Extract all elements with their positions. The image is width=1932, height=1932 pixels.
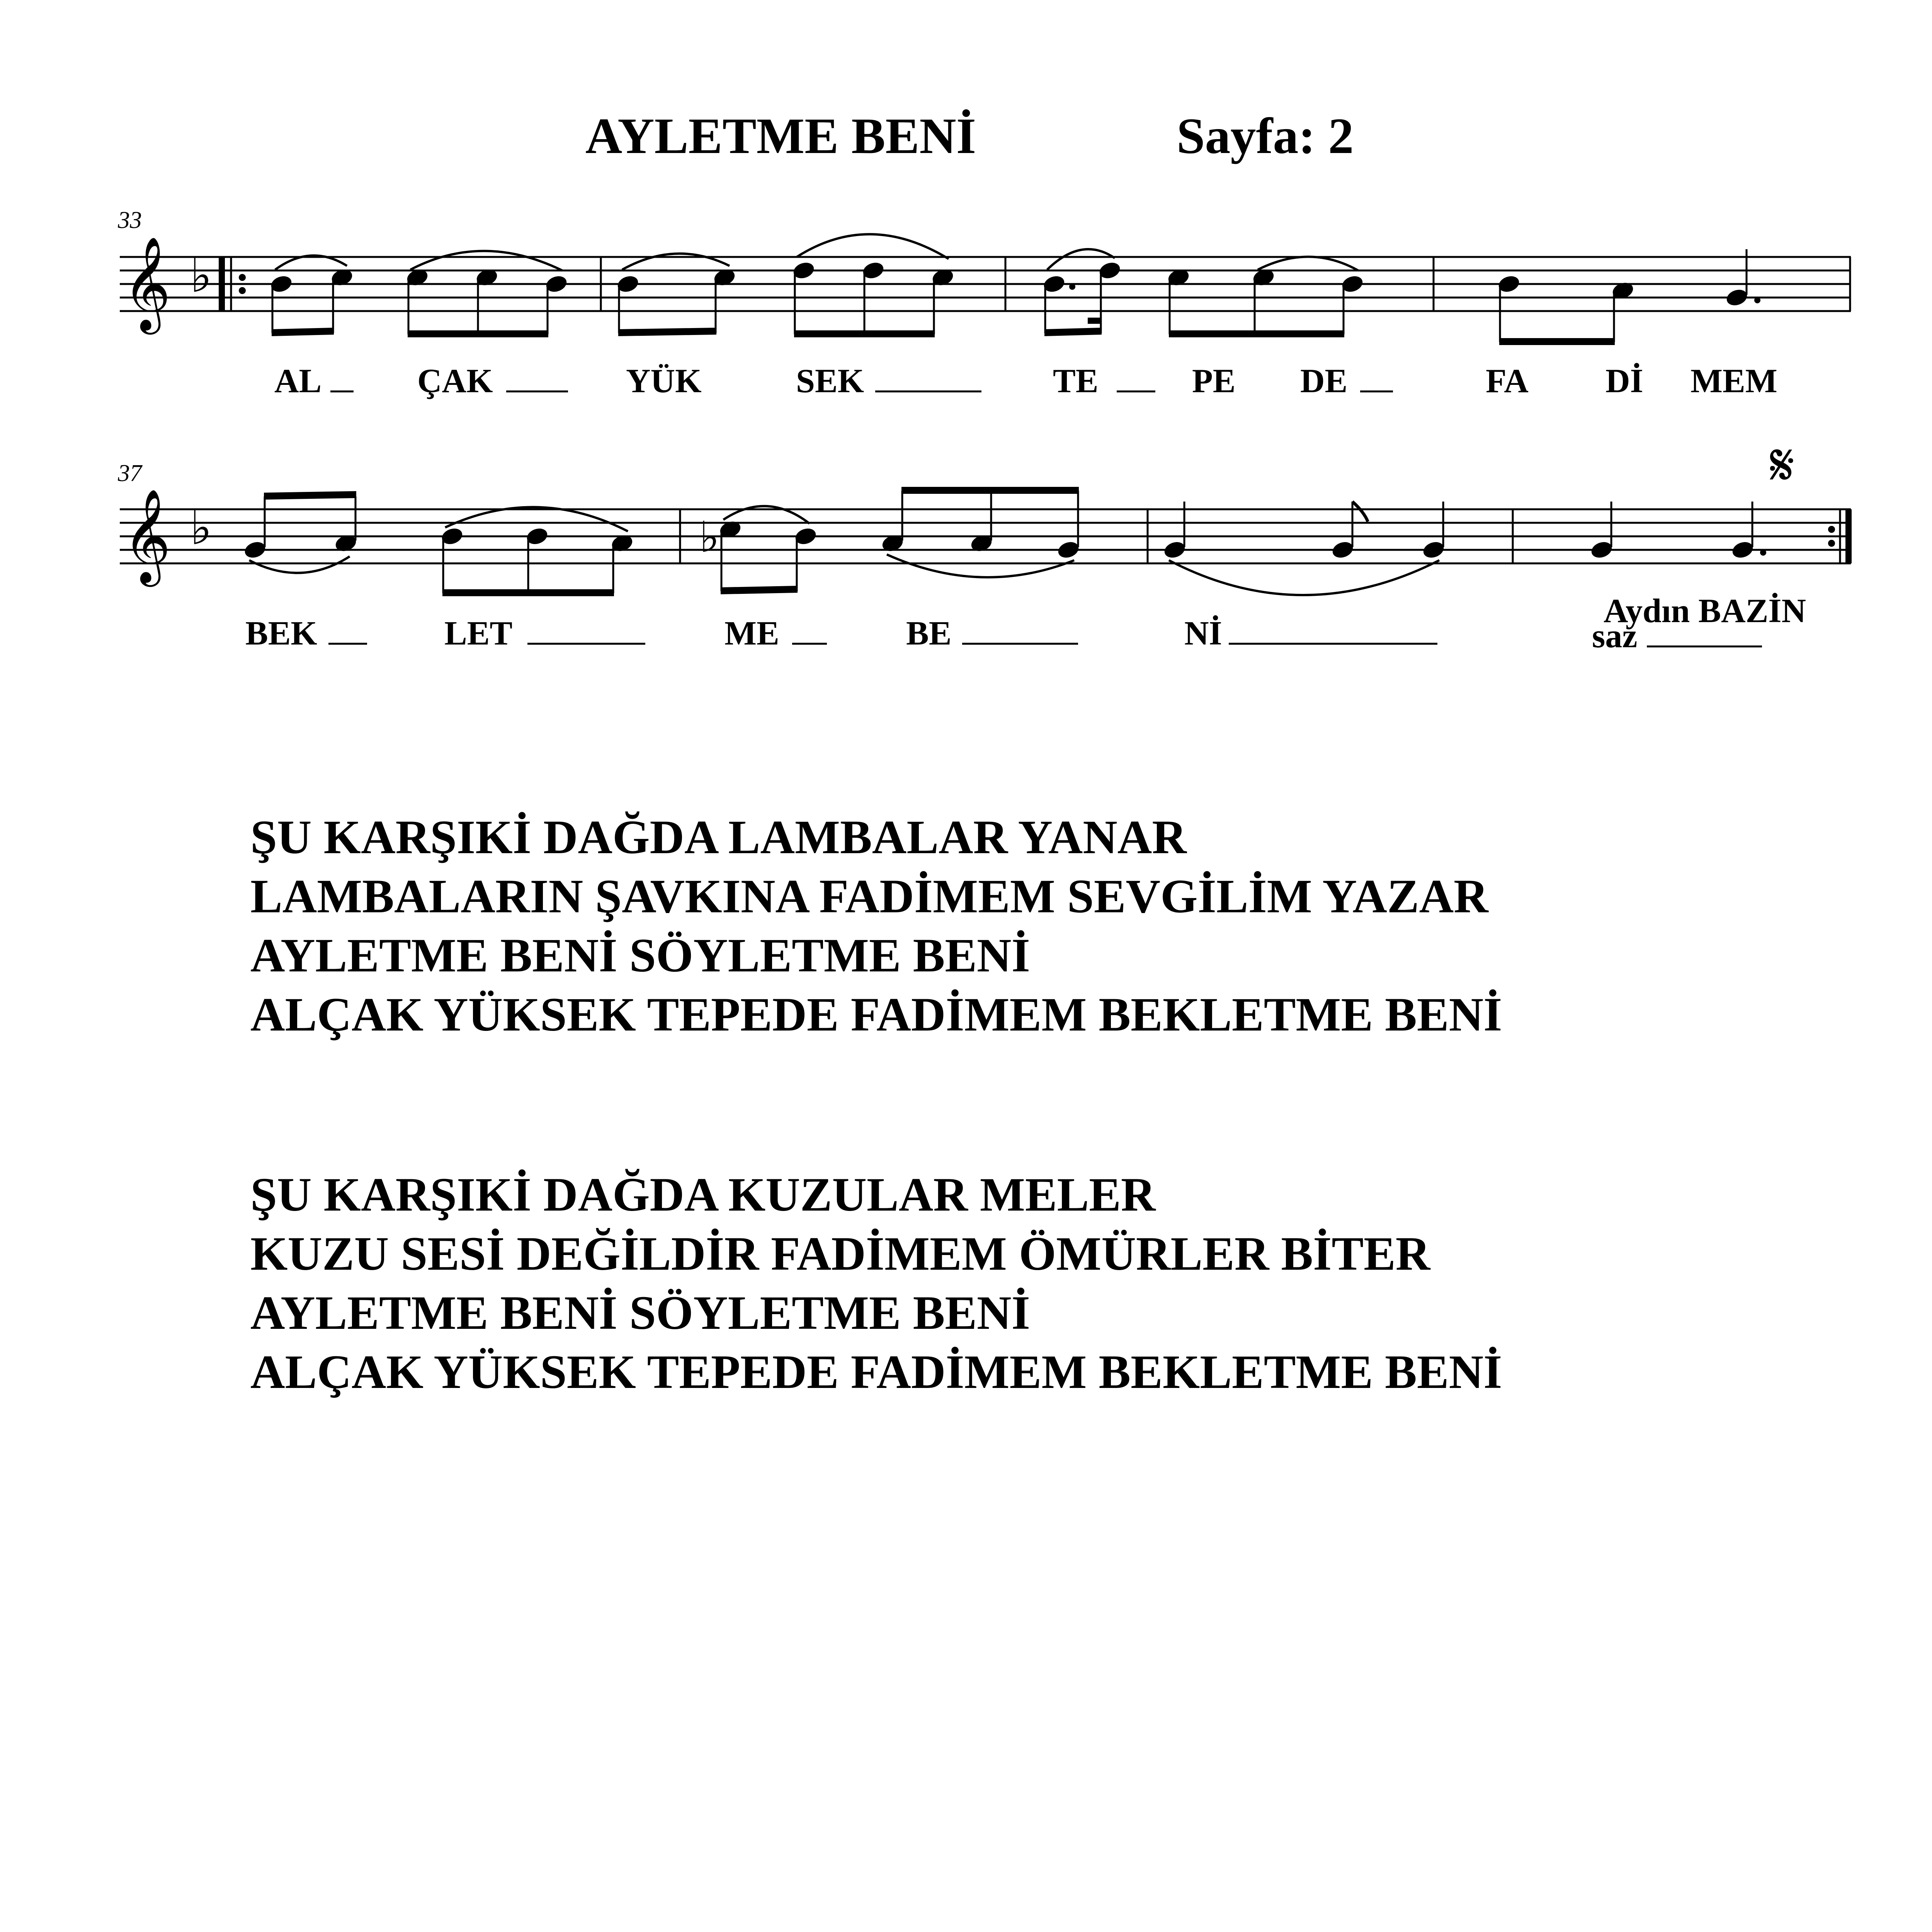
lyrics-line-1 [274,362,1777,400]
staff-system-2 [117,432,1852,655]
measure-38 [699,487,1081,594]
treble-clef-icon: 𝄞 [123,236,171,330]
slur [887,554,1074,577]
dot [1760,549,1766,556]
note [1421,539,1446,560]
slur [797,234,949,259]
lyric-syllable: saz [1592,617,1638,655]
slur [445,507,628,531]
slur [1258,257,1358,270]
measure-39 [1162,502,1446,595]
lyric-syllable: ÇAK [417,362,493,400]
measure-number: 33 [118,207,142,233]
verse-line: AYLETME BENİ SÖYLETME BENİ [250,1286,1030,1339]
lyric-syllable: AL [274,362,322,400]
lyric-syllable: DE [1300,362,1348,400]
tie [1169,560,1439,595]
lyric-syllable: PE [1192,362,1236,400]
slur [410,251,562,270]
lyrics-line-2 [245,592,1806,655]
measure-35 [1042,249,1365,337]
staff-lines [120,257,1851,311]
verse-line: AYLETME BENİ SÖYLETME BENİ [250,929,1030,982]
lyric-syllable: BEK [245,615,317,652]
note [1162,539,1187,560]
lyric-syllable: LET [444,615,513,652]
lyric-syllable: SEK [796,362,864,400]
lyric-syllable: MEM [1690,362,1777,400]
page-number-label: Sayfa: 2 [1177,107,1354,164]
lyric-syllable: YÜK [626,362,702,400]
note [243,539,267,560]
measure-34 [616,234,955,337]
dot [1069,284,1075,290]
note [1330,539,1355,560]
measure-37 [243,491,634,596]
lyric-syllable: BE [906,615,952,652]
note [1730,539,1755,560]
measure-33 [269,251,569,337]
slur [249,556,350,573]
flat-accidental-icon: ♭ [699,512,719,562]
lyric-syllable: Dİ [1605,362,1643,400]
verse-line: LAMBALARIN ŞAVKINA FADİMEM SEVGİLİM YAZAR [250,870,1488,923]
segno-icon: 𝄋 [1770,432,1795,499]
lyric-syllable: FA [1486,362,1529,400]
verse-line: ŞU KARŞIKİ DAĞDA LAMBALAR YANAR [250,811,1187,864]
verse-line: ALÇAK YÜKSEK TEPEDE FADİMEM BEKLETME BENİ [250,1345,1502,1398]
song-title: AYLETME BENİ [585,107,976,164]
treble-clef-icon: 𝄞 [123,488,171,583]
lyric-syllable: ME [724,615,779,652]
measure-number: 37 [118,460,142,486]
dot [1754,297,1760,303]
verse-line: ALÇAK YÜKSEK TEPEDE FADİMEM BEKLETME BENİ [250,988,1502,1041]
music-score [0,0,1932,676]
composer-credit: Aydın BAZİN [1604,592,1806,630]
lyric-syllable: Nİ [1184,615,1222,652]
note [1725,287,1749,308]
verse-2 [250,1165,1502,1401]
flat-key-signature-icon: ♭ [190,249,212,303]
verse-line: ŞU KARŞIKİ DAĞDA KUZULAR MELER [250,1168,1156,1221]
verse-1 [250,808,1502,1044]
lyric-syllable: TE [1053,362,1099,400]
flag [1352,502,1368,522]
measure-40 [1589,502,1766,560]
staff-system-1 [117,207,1851,400]
note [1589,539,1614,560]
note [1056,539,1081,560]
flat-key-signature-icon: ♭ [190,502,212,555]
verse-line: KUZU SESİ DEĞİLDİR FADİMEM ÖMÜRLER BİTER [250,1227,1430,1280]
